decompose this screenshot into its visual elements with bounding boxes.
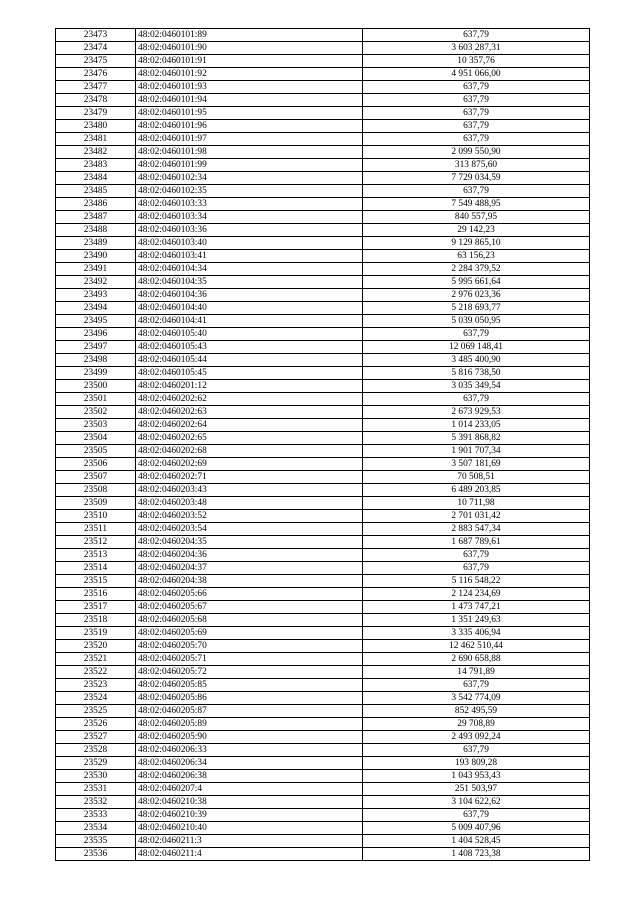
cadastral-number-cell: 48:02:0460205:67 [136, 601, 363, 614]
cadastral-number-cell: 48:02:0460101:90 [136, 42, 363, 55]
row-number-cell: 23502 [56, 406, 136, 419]
cadastral-number-cell: 48:02:0460105:40 [136, 328, 363, 341]
table-row [56, 289, 590, 302]
cadastral-number-cell: 48:02:0460207:4 [136, 783, 363, 796]
cadastral-number-cell: 48:02:0460206:34 [136, 757, 363, 770]
row-number-cell: 23521 [56, 653, 136, 666]
table-row [56, 666, 590, 679]
table-row [56, 263, 590, 276]
row-number-cell: 23530 [56, 770, 136, 783]
cadastral-number-cell: 48:02:0460205:70 [136, 640, 363, 653]
cadastral-number-cell: 48:02:0460101:93 [136, 81, 363, 94]
row-number-cell: 23488 [56, 224, 136, 237]
cadastral-number-cell: 48:02:0460101:89 [136, 29, 363, 42]
row-number-cell: 23520 [56, 640, 136, 653]
table-row [56, 835, 590, 848]
cadastral-value-cell: 2 284 379,52 [363, 263, 590, 276]
cadastral-value-cell: 2 493 092,24 [363, 731, 590, 744]
row-number-cell: 23490 [56, 250, 136, 263]
table-row [56, 510, 590, 523]
row-number-cell: 23511 [56, 523, 136, 536]
cadastral-value-cell: 1 408 723,38 [363, 848, 590, 861]
table-row [56, 471, 590, 484]
row-number-cell: 23496 [56, 328, 136, 341]
table-row [56, 848, 590, 861]
row-number-cell: 23479 [56, 107, 136, 120]
cadastral-value-cell: 10 711,98 [363, 497, 590, 510]
row-number-cell: 23518 [56, 614, 136, 627]
table-row [56, 419, 590, 432]
row-number-cell: 23523 [56, 679, 136, 692]
cadastral-number-cell: 48:02:0460202:68 [136, 445, 363, 458]
row-number-cell: 23482 [56, 146, 136, 159]
table-row [56, 133, 590, 146]
row-number-cell: 23498 [56, 354, 136, 367]
row-number-cell: 23525 [56, 705, 136, 718]
cadastral-number-cell: 48:02:0460105:44 [136, 354, 363, 367]
row-number-cell: 23504 [56, 432, 136, 445]
cadastral-value-cell: 1 901 707,34 [363, 445, 590, 458]
row-number-cell: 23494 [56, 302, 136, 315]
cadastral-number-cell: 48:02:0460205:71 [136, 653, 363, 666]
cadastral-number-cell: 48:02:0460102:34 [136, 172, 363, 185]
cadastral-value-cell: 6 489 203,85 [363, 484, 590, 497]
cadastral-number-cell: 48:02:0460203:43 [136, 484, 363, 497]
cadastral-value-cell: 1 687 789,61 [363, 536, 590, 549]
table-row [56, 224, 590, 237]
row-number-cell: 23513 [56, 549, 136, 562]
table-row [56, 159, 590, 172]
row-number-cell: 23484 [56, 172, 136, 185]
cadastral-value-cell: 840 557,95 [363, 211, 590, 224]
cadastral-number-cell: 48:02:0460104:36 [136, 289, 363, 302]
cadastral-number-cell: 48:02:0460103:36 [136, 224, 363, 237]
cadastral-value-cell: 5 816 738,50 [363, 367, 590, 380]
cadastral-value-cell: 5 009 407,96 [363, 822, 590, 835]
row-number-cell: 23514 [56, 562, 136, 575]
cadastral-number-cell: 48:02:0460105:45 [136, 367, 363, 380]
cadastral-number-cell: 48:02:0460211:3 [136, 835, 363, 848]
cadastral-number-cell: 48:02:0460202:65 [136, 432, 363, 445]
cadastral-value-cell: 637,79 [363, 562, 590, 575]
cadastral-value-cell: 5 995 661,64 [363, 276, 590, 289]
cadastral-number-cell: 48:02:0460101:97 [136, 133, 363, 146]
table-row [56, 731, 590, 744]
cadastral-number-cell: 48:02:0460101:92 [136, 68, 363, 81]
cadastral-value-cell: 1 014 233,05 [363, 419, 590, 432]
table-row [56, 497, 590, 510]
cadastral-value-cell: 1 351 249,63 [363, 614, 590, 627]
cadastral-value-table [55, 28, 590, 861]
row-number-cell: 23524 [56, 692, 136, 705]
cadastral-value-cell: 2 976 023,36 [363, 289, 590, 302]
cadastral-number-cell: 48:02:0460210:39 [136, 809, 363, 822]
table-row [56, 237, 590, 250]
cadastral-value-cell: 637,79 [363, 679, 590, 692]
row-number-cell: 23483 [56, 159, 136, 172]
row-number-cell: 23533 [56, 809, 136, 822]
cadastral-value-cell: 637,79 [363, 328, 590, 341]
cadastral-number-cell: 48:02:0460204:38 [136, 575, 363, 588]
table-row [56, 679, 590, 692]
row-number-cell: 23478 [56, 94, 136, 107]
cadastral-value-cell: 5 391 868,82 [363, 432, 590, 445]
cadastral-value-cell: 3 542 774,09 [363, 692, 590, 705]
table-row [56, 705, 590, 718]
row-number-cell: 23476 [56, 68, 136, 81]
table-row [56, 770, 590, 783]
cadastral-value-cell: 70 508,51 [363, 471, 590, 484]
table-row [56, 432, 590, 445]
table-row [56, 536, 590, 549]
table-row [56, 276, 590, 289]
table-row [56, 627, 590, 640]
row-number-cell: 23517 [56, 601, 136, 614]
table-row [56, 393, 590, 406]
row-number-cell: 23487 [56, 211, 136, 224]
cadastral-number-cell: 48:02:0460205:87 [136, 705, 363, 718]
cadastral-number-cell: 48:02:0460204:35 [136, 536, 363, 549]
cadastral-value-cell: 637,79 [363, 809, 590, 822]
cadastral-number-cell: 48:02:0460104:40 [136, 302, 363, 315]
cadastral-value-cell: 852 495,59 [363, 705, 590, 718]
cadastral-value-cell: 2 701 031,42 [363, 510, 590, 523]
cadastral-number-cell: 48:02:0460203:54 [136, 523, 363, 536]
table-row [56, 55, 590, 68]
cadastral-value-cell: 3 485 400,90 [363, 354, 590, 367]
row-number-cell: 23481 [56, 133, 136, 146]
row-number-cell: 23501 [56, 393, 136, 406]
cadastral-number-cell: 48:02:0460202:71 [136, 471, 363, 484]
table-row [56, 796, 590, 809]
row-number-cell: 23480 [56, 120, 136, 133]
cadastral-value-cell: 637,79 [363, 744, 590, 757]
cadastral-number-cell: 48:02:0460104:35 [136, 276, 363, 289]
row-number-cell: 23497 [56, 341, 136, 354]
row-number-cell: 23526 [56, 718, 136, 731]
cadastral-value-cell: 637,79 [363, 29, 590, 42]
cadastral-number-cell: 48:02:0460201:12 [136, 380, 363, 393]
table-row [56, 328, 590, 341]
cadastral-value-cell: 5 116 548,22 [363, 575, 590, 588]
cadastral-number-cell: 48:02:0460205:66 [136, 588, 363, 601]
row-number-cell: 23519 [56, 627, 136, 640]
cadastral-value-cell: 637,79 [363, 107, 590, 120]
cadastral-number-cell: 48:02:0460205:89 [136, 718, 363, 731]
cadastral-value-cell: 63 156,23 [363, 250, 590, 263]
table-row [56, 185, 590, 198]
row-number-cell: 23516 [56, 588, 136, 601]
table-row [56, 757, 590, 770]
row-number-cell: 23503 [56, 419, 136, 432]
cadastral-number-cell: 48:02:0460202:63 [136, 406, 363, 419]
table-row [56, 94, 590, 107]
cadastral-value-cell: 12 069 148,41 [363, 341, 590, 354]
cadastral-value-cell: 10 357,76 [363, 55, 590, 68]
cadastral-value-cell: 1 404 528,45 [363, 835, 590, 848]
table-row [56, 458, 590, 471]
row-number-cell: 23507 [56, 471, 136, 484]
row-number-cell: 23509 [56, 497, 136, 510]
row-number-cell: 23486 [56, 198, 136, 211]
cadastral-number-cell: 48:02:0460101:99 [136, 159, 363, 172]
cadastral-number-cell: 48:02:0460101:91 [136, 55, 363, 68]
row-number-cell: 23527 [56, 731, 136, 744]
table-row [56, 380, 590, 393]
cadastral-value-cell: 9 129 865,10 [363, 237, 590, 250]
row-number-cell: 23477 [56, 81, 136, 94]
row-number-cell: 23491 [56, 263, 136, 276]
cadastral-value-cell: 3 035 349,54 [363, 380, 590, 393]
cadastral-number-cell: 48:02:0460205:90 [136, 731, 363, 744]
table-row [56, 653, 590, 666]
cadastral-number-cell: 48:02:0460104:34 [136, 263, 363, 276]
table-row [56, 640, 590, 653]
cadastral-value-cell: 251 503,97 [363, 783, 590, 796]
cadastral-value-cell: 637,79 [363, 549, 590, 562]
table-row [56, 354, 590, 367]
cadastral-value-cell: 637,79 [363, 94, 590, 107]
cadastral-value-cell: 29 708,89 [363, 718, 590, 731]
row-number-cell: 23535 [56, 835, 136, 848]
table-row [56, 302, 590, 315]
cadastral-number-cell: 48:02:0460202:62 [136, 393, 363, 406]
row-number-cell: 23493 [56, 289, 136, 302]
cadastral-number-cell: 48:02:0460202:64 [136, 419, 363, 432]
table-row [56, 718, 590, 731]
table-row [56, 484, 590, 497]
table-row [56, 822, 590, 835]
cadastral-value-cell: 4 951 066,00 [363, 68, 590, 81]
cadastral-value-cell: 2 690 658,88 [363, 653, 590, 666]
cadastral-value-cell: 14 791,89 [363, 666, 590, 679]
table-body [56, 29, 590, 861]
row-number-cell: 23529 [56, 757, 136, 770]
cadastral-value-cell: 637,79 [363, 81, 590, 94]
row-number-cell: 23505 [56, 445, 136, 458]
table-row [56, 783, 590, 796]
cadastral-number-cell: 48:02:0460101:95 [136, 107, 363, 120]
row-number-cell: 23495 [56, 315, 136, 328]
cadastral-value-cell: 637,79 [363, 393, 590, 406]
table-row [56, 146, 590, 159]
cadastral-value-cell: 29 142,23 [363, 224, 590, 237]
table-row [56, 562, 590, 575]
table-row [56, 42, 590, 55]
cadastral-value-cell: 7 549 488,95 [363, 198, 590, 211]
cadastral-value-cell: 637,79 [363, 133, 590, 146]
table-row [56, 315, 590, 328]
cadastral-value-cell: 2 883 547,34 [363, 523, 590, 536]
cadastral-value-cell: 2 099 550,90 [363, 146, 590, 159]
table-row [56, 198, 590, 211]
row-number-cell: 23499 [56, 367, 136, 380]
row-number-cell: 23532 [56, 796, 136, 809]
row-number-cell: 23508 [56, 484, 136, 497]
table-row [56, 107, 590, 120]
table-row [56, 250, 590, 263]
cadastral-number-cell: 48:02:0460103:41 [136, 250, 363, 263]
row-number-cell: 23473 [56, 29, 136, 42]
cadastral-value-cell: 2 124 234,69 [363, 588, 590, 601]
row-number-cell: 23485 [56, 185, 136, 198]
cadastral-value-cell: 637,79 [363, 120, 590, 133]
cadastral-value-cell: 3 507 181,69 [363, 458, 590, 471]
cadastral-number-cell: 48:02:0460205:68 [136, 614, 363, 627]
cadastral-value-cell: 1 043 953,43 [363, 770, 590, 783]
row-number-cell: 23474 [56, 42, 136, 55]
cadastral-number-cell: 48:02:0460206:38 [136, 770, 363, 783]
table-row [56, 81, 590, 94]
cadastral-value-cell: 3 603 287,31 [363, 42, 590, 55]
table-row [56, 406, 590, 419]
cadastral-number-cell: 48:02:0460202:69 [136, 458, 363, 471]
table-row [56, 614, 590, 627]
table-row [56, 588, 590, 601]
cadastral-number-cell: 48:02:0460205:72 [136, 666, 363, 679]
cadastral-number-cell: 48:02:0460211:4 [136, 848, 363, 861]
table-row [56, 523, 590, 536]
cadastral-number-cell: 48:02:0460102:35 [136, 185, 363, 198]
cadastral-value-cell: 2 673 929,53 [363, 406, 590, 419]
cadastral-number-cell: 48:02:0460101:94 [136, 94, 363, 107]
row-number-cell: 23531 [56, 783, 136, 796]
cadastral-value-cell: 3 104 622,62 [363, 796, 590, 809]
table-row [56, 211, 590, 224]
table-row [56, 367, 590, 380]
cadastral-number-cell: 48:02:0460205:85 [136, 679, 363, 692]
cadastral-number-cell: 48:02:0460103:34 [136, 211, 363, 224]
row-number-cell: 23489 [56, 237, 136, 250]
cadastral-number-cell: 48:02:0460205:69 [136, 627, 363, 640]
table-row [56, 172, 590, 185]
table-row [56, 29, 590, 42]
cadastral-number-cell: 48:02:0460103:33 [136, 198, 363, 211]
table-row [56, 68, 590, 81]
table-row [56, 341, 590, 354]
table-row [56, 744, 590, 757]
row-number-cell: 23512 [56, 536, 136, 549]
cadastral-number-cell: 48:02:0460204:36 [136, 549, 363, 562]
cadastral-number-cell: 48:02:0460101:98 [136, 146, 363, 159]
cadastral-number-cell: 48:02:0460203:48 [136, 497, 363, 510]
row-number-cell: 23506 [56, 458, 136, 471]
cadastral-value-cell: 1 473 747,21 [363, 601, 590, 614]
table-row [56, 809, 590, 822]
cadastral-value-cell: 3 335 406,94 [363, 627, 590, 640]
row-number-cell: 23528 [56, 744, 136, 757]
cadastral-number-cell: 48:02:0460210:38 [136, 796, 363, 809]
cadastral-number-cell: 48:02:0460206:33 [136, 744, 363, 757]
row-number-cell: 23522 [56, 666, 136, 679]
cadastral-value-cell: 5 218 693,77 [363, 302, 590, 315]
cadastral-value-cell: 193 809,28 [363, 757, 590, 770]
cadastral-number-cell: 48:02:0460101:96 [136, 120, 363, 133]
row-number-cell: 23492 [56, 276, 136, 289]
cadastral-value-cell: 5 039 050,95 [363, 315, 590, 328]
table-row [56, 445, 590, 458]
cadastral-value-cell: 637,79 [363, 185, 590, 198]
table-row [56, 120, 590, 133]
cadastral-value-cell: 12 462 510,44 [363, 640, 590, 653]
table-row [56, 575, 590, 588]
cadastral-number-cell: 48:02:0460205:86 [136, 692, 363, 705]
row-number-cell: 23475 [56, 55, 136, 68]
cadastral-number-cell: 48:02:0460204:37 [136, 562, 363, 575]
row-number-cell: 23510 [56, 510, 136, 523]
table-row [56, 601, 590, 614]
cadastral-number-cell: 48:02:0460203:52 [136, 510, 363, 523]
cadastral-value-cell: 7 729 034,59 [363, 172, 590, 185]
table-row [56, 692, 590, 705]
cadastral-value-cell: 313 875,60 [363, 159, 590, 172]
cadastral-number-cell: 48:02:0460103:40 [136, 237, 363, 250]
table-row [56, 549, 590, 562]
cadastral-number-cell: 48:02:0460210:40 [136, 822, 363, 835]
cadastral-number-cell: 48:02:0460104:41 [136, 315, 363, 328]
row-number-cell: 23515 [56, 575, 136, 588]
row-number-cell: 23536 [56, 848, 136, 861]
row-number-cell: 23534 [56, 822, 136, 835]
row-number-cell: 23500 [56, 380, 136, 393]
cadastral-number-cell: 48:02:0460105:43 [136, 341, 363, 354]
